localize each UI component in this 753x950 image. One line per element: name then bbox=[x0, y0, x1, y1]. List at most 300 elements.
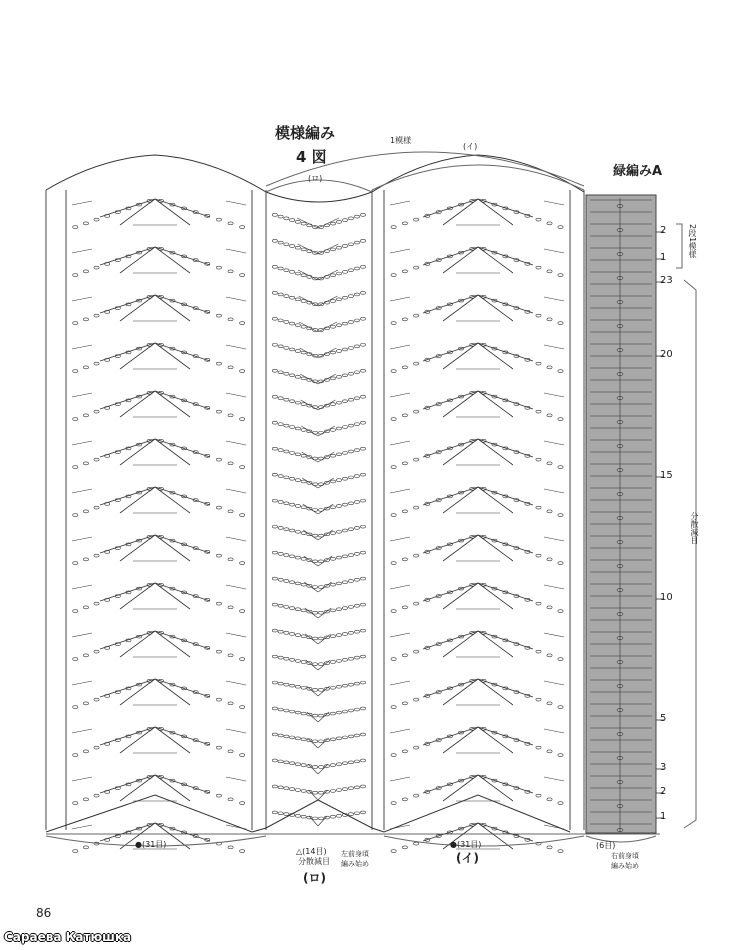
chain-stitch bbox=[336, 324, 341, 327]
chain-stitch bbox=[290, 736, 295, 739]
chain-stitch bbox=[301, 403, 306, 406]
stitch-line bbox=[423, 487, 478, 505]
chain-stitch bbox=[278, 734, 283, 737]
chain-stitch bbox=[330, 222, 335, 225]
chain-stitch bbox=[348, 580, 353, 583]
chain-stitch bbox=[228, 606, 233, 609]
chain-stitch bbox=[301, 661, 306, 664]
chain-stitch bbox=[348, 243, 353, 246]
chain-stitch bbox=[342, 555, 347, 558]
chain-stitch bbox=[94, 362, 99, 365]
chain-stitch bbox=[391, 466, 396, 469]
stitch-line bbox=[307, 738, 318, 748]
chain-stitch bbox=[278, 345, 283, 348]
stitch-line bbox=[478, 247, 533, 265]
chain-stitch bbox=[73, 322, 78, 325]
chain-stitch bbox=[295, 659, 300, 662]
chain-stitch bbox=[295, 453, 300, 456]
chain-stitch bbox=[330, 377, 335, 380]
chain-stitch bbox=[402, 510, 407, 513]
stitch-line bbox=[226, 345, 246, 349]
chain-stitch bbox=[94, 554, 99, 557]
stitch-line bbox=[478, 247, 513, 273]
chain-stitch bbox=[73, 370, 78, 373]
chain-stitch bbox=[216, 362, 221, 365]
chain-stitch bbox=[391, 274, 396, 277]
chain-stitch bbox=[301, 609, 306, 612]
stitch-line bbox=[299, 322, 318, 332]
chain-stitch bbox=[290, 607, 295, 610]
stitch-line bbox=[226, 489, 246, 493]
chain-stitch bbox=[414, 362, 419, 365]
stitch-line bbox=[155, 487, 190, 513]
chain-stitch bbox=[342, 270, 347, 273]
chain-stitch bbox=[414, 698, 419, 701]
chain-stitch bbox=[278, 501, 283, 504]
chain-stitch bbox=[330, 300, 335, 303]
stitch-line bbox=[544, 201, 564, 205]
chain-stitch bbox=[336, 375, 341, 378]
chain-stitch bbox=[301, 351, 306, 354]
chain-stitch bbox=[290, 296, 295, 299]
chain-stitch bbox=[83, 702, 88, 705]
chain-stitch bbox=[83, 366, 88, 369]
chain-stitch bbox=[536, 698, 541, 701]
stitch-line bbox=[478, 727, 513, 753]
chain-stitch bbox=[342, 477, 347, 480]
chain-stitch bbox=[228, 270, 233, 273]
chain-stitch bbox=[83, 462, 88, 465]
chain-stitch bbox=[348, 321, 353, 324]
chain-stitch bbox=[348, 787, 353, 790]
chain-stitch bbox=[360, 265, 365, 268]
chain-stitch bbox=[402, 846, 407, 849]
stitch-line bbox=[301, 400, 318, 410]
chain-stitch bbox=[73, 850, 78, 853]
stitch-line bbox=[318, 504, 333, 514]
chain-stitch bbox=[284, 321, 289, 324]
chain-stitch bbox=[216, 458, 221, 461]
chain-stitch bbox=[336, 479, 341, 482]
chain-stitch bbox=[240, 706, 245, 709]
chain-stitch bbox=[558, 562, 563, 565]
chain-stitch bbox=[318, 637, 323, 640]
chain-stitch bbox=[240, 514, 245, 517]
chain-stitch bbox=[402, 798, 407, 801]
chain-stitch bbox=[336, 530, 341, 533]
chain-stitch bbox=[324, 816, 329, 819]
stitch-line bbox=[303, 504, 318, 514]
stitch-line bbox=[544, 585, 564, 589]
chain-stitch bbox=[348, 502, 353, 505]
stitch-line bbox=[390, 489, 410, 493]
chain-stitch bbox=[228, 654, 233, 657]
chain-stitch bbox=[295, 479, 300, 482]
chain-stitch bbox=[228, 558, 233, 561]
chain-stitch bbox=[336, 401, 341, 404]
chain-stitch bbox=[324, 456, 329, 459]
chain-stitch bbox=[272, 421, 277, 424]
chain-stitch bbox=[354, 319, 359, 322]
chain-stitch bbox=[313, 688, 318, 691]
chain-stitch bbox=[547, 606, 552, 609]
stitch-line bbox=[120, 679, 155, 705]
stitch-line bbox=[100, 631, 155, 649]
stitch-line bbox=[318, 296, 337, 306]
chain-stitch bbox=[402, 414, 407, 417]
stitch-line bbox=[318, 374, 336, 384]
chain-stitch bbox=[336, 272, 341, 275]
chain-stitch bbox=[284, 450, 289, 453]
chain-stitch bbox=[330, 506, 335, 509]
chain-stitch bbox=[536, 506, 541, 509]
chain-stitch bbox=[301, 454, 306, 457]
chain-stitch bbox=[301, 429, 306, 432]
stitch-line bbox=[100, 583, 155, 601]
chain-stitch bbox=[284, 813, 289, 816]
stitch-line bbox=[155, 535, 210, 553]
stitch-line bbox=[155, 439, 190, 465]
chain-stitch bbox=[536, 794, 541, 797]
stitch-line bbox=[72, 489, 92, 493]
chain-stitch bbox=[354, 423, 359, 426]
stitch-line bbox=[155, 679, 210, 697]
chain-stitch bbox=[313, 431, 318, 434]
chain-stitch bbox=[354, 293, 359, 296]
chain-stitch bbox=[278, 786, 283, 789]
stitch-line bbox=[226, 441, 246, 445]
chain-stitch bbox=[391, 370, 396, 373]
chain-stitch bbox=[228, 798, 233, 801]
chain-stitch bbox=[348, 813, 353, 816]
chain-stitch bbox=[360, 499, 365, 502]
chain-stitch bbox=[354, 656, 359, 659]
chain-stitch bbox=[290, 270, 295, 273]
stitch-line bbox=[72, 729, 92, 733]
chain-stitch bbox=[354, 734, 359, 737]
stitch-line bbox=[478, 343, 513, 369]
chain-stitch bbox=[278, 682, 283, 685]
chain-stitch bbox=[73, 562, 78, 565]
chain-stitch bbox=[324, 275, 329, 278]
chain-stitch bbox=[301, 506, 306, 509]
chain-stitch bbox=[402, 222, 407, 225]
chain-stitch bbox=[402, 462, 407, 465]
chain-stitch bbox=[83, 606, 88, 609]
chain-stitch bbox=[414, 746, 419, 749]
chain-stitch bbox=[290, 426, 295, 429]
chain-stitch bbox=[83, 750, 88, 753]
count-right: ●(31目) bbox=[450, 840, 482, 849]
stitch-line bbox=[155, 295, 210, 313]
chain-stitch bbox=[336, 298, 341, 301]
bracket-decrease bbox=[684, 280, 699, 828]
stitch-line bbox=[423, 439, 478, 457]
chain-stitch bbox=[301, 815, 306, 818]
right-front-note-2: 編み始め bbox=[611, 862, 639, 870]
chain-stitch bbox=[342, 503, 347, 506]
stitch-line bbox=[72, 441, 92, 445]
chain-stitch bbox=[295, 789, 300, 792]
chain-stitch bbox=[414, 650, 419, 653]
chain-stitch bbox=[330, 403, 335, 406]
stitch-line bbox=[155, 391, 210, 409]
chain-stitch bbox=[94, 698, 99, 701]
stitch-line bbox=[120, 199, 155, 225]
stitch-line bbox=[423, 679, 478, 697]
chain-stitch bbox=[94, 218, 99, 221]
chain-stitch bbox=[272, 473, 277, 476]
chain-stitch bbox=[216, 410, 221, 413]
stitch-line bbox=[318, 738, 329, 748]
chain-stitch bbox=[318, 457, 323, 460]
stitch-line bbox=[306, 660, 318, 670]
stitch-line bbox=[100, 199, 155, 217]
chain-stitch bbox=[73, 802, 78, 805]
chain-stitch bbox=[330, 790, 335, 793]
chain-stitch bbox=[284, 554, 289, 557]
chain-stitch bbox=[290, 710, 295, 713]
chain-stitch bbox=[330, 609, 335, 612]
stitch-line bbox=[478, 583, 533, 601]
chain-stitch bbox=[278, 215, 283, 218]
stitch-line bbox=[226, 201, 246, 205]
chain-stitch bbox=[313, 791, 318, 794]
chain-stitch bbox=[330, 454, 335, 457]
side-bracket-label: 2段1模様 bbox=[688, 224, 697, 259]
chain-stitch bbox=[272, 759, 277, 762]
chain-stitch bbox=[342, 400, 347, 403]
chain-stitch bbox=[324, 481, 329, 484]
chain-stitch bbox=[240, 370, 245, 373]
stitch-line bbox=[478, 679, 513, 705]
chain-stitch bbox=[360, 785, 365, 788]
chain-stitch bbox=[94, 458, 99, 461]
chain-stitch bbox=[313, 714, 318, 717]
chain-stitch bbox=[536, 362, 541, 365]
chain-stitch bbox=[414, 458, 419, 461]
chain-stitch bbox=[360, 343, 365, 346]
chain-stitch bbox=[240, 610, 245, 613]
stitch-line bbox=[544, 345, 564, 349]
chain-stitch bbox=[284, 424, 289, 427]
chain-stitch bbox=[216, 650, 221, 653]
chain-stitch bbox=[278, 423, 283, 426]
stitch-line bbox=[72, 297, 92, 301]
chain-stitch bbox=[360, 525, 365, 528]
chain-stitch bbox=[391, 610, 396, 613]
chain-stitch bbox=[348, 657, 353, 660]
chain-stitch bbox=[272, 447, 277, 450]
chain-stitch bbox=[240, 274, 245, 277]
row-number: 10 bbox=[660, 592, 673, 603]
chain-stitch bbox=[342, 581, 347, 584]
stitch-line bbox=[226, 297, 246, 301]
stitch-line bbox=[155, 343, 190, 369]
stitch-line bbox=[120, 583, 155, 609]
chain-stitch bbox=[290, 322, 295, 325]
chain-stitch bbox=[278, 630, 283, 633]
stitch-line bbox=[100, 391, 155, 409]
chain-stitch bbox=[536, 266, 541, 269]
chain-stitch bbox=[313, 637, 318, 640]
row-number: 2 bbox=[660, 225, 667, 236]
stitch-line bbox=[155, 823, 210, 841]
chain-stitch bbox=[330, 325, 335, 328]
chain-stitch bbox=[391, 226, 396, 229]
chain-stitch bbox=[94, 266, 99, 269]
chain-stitch bbox=[342, 762, 347, 765]
chain-stitch bbox=[216, 698, 221, 701]
stitch-line bbox=[318, 556, 332, 566]
chain-stitch bbox=[301, 325, 306, 328]
stitch-line bbox=[155, 199, 210, 217]
stitch-line bbox=[478, 631, 513, 657]
chain-stitch bbox=[391, 322, 396, 325]
chain-stitch bbox=[295, 530, 300, 533]
stitch-line bbox=[478, 199, 513, 225]
chain-stitch bbox=[360, 473, 365, 476]
chain-stitch bbox=[547, 414, 552, 417]
chain-stitch bbox=[342, 633, 347, 636]
stitch-line bbox=[155, 247, 210, 265]
chain-stitch bbox=[336, 556, 341, 559]
left-front-note-1: 左前身頃 bbox=[341, 850, 369, 858]
stitch-line bbox=[443, 439, 478, 465]
chain-stitch bbox=[354, 708, 359, 711]
chain-stitch bbox=[318, 663, 323, 666]
chain-stitch bbox=[360, 655, 365, 658]
chain-stitch bbox=[342, 348, 347, 351]
chain-stitch bbox=[414, 794, 419, 797]
stitch-line bbox=[318, 322, 337, 332]
chain-stitch bbox=[336, 582, 341, 585]
stitch-line bbox=[318, 530, 333, 540]
chain-stitch bbox=[360, 759, 365, 762]
stitch-line bbox=[318, 348, 336, 358]
label-ro: (ロ) bbox=[303, 871, 326, 885]
chain-stitch bbox=[295, 375, 300, 378]
chain-stitch bbox=[330, 661, 335, 664]
stitch-line bbox=[304, 582, 318, 592]
chain-stitch bbox=[278, 708, 283, 711]
chain-stitch bbox=[547, 654, 552, 657]
chain-stitch bbox=[307, 224, 312, 227]
chain-stitch bbox=[336, 505, 341, 508]
chain-stitch bbox=[240, 418, 245, 421]
left-front-note-2: 編み始め bbox=[341, 860, 369, 868]
edging-label: 緑編みA bbox=[613, 164, 663, 179]
chain-stitch bbox=[536, 746, 541, 749]
chain-stitch bbox=[348, 372, 353, 375]
chain-stitch bbox=[301, 377, 306, 380]
chain-stitch bbox=[301, 222, 306, 225]
chain-stitch bbox=[536, 554, 541, 557]
stitch-line bbox=[318, 660, 330, 670]
chain-stitch bbox=[216, 794, 221, 797]
chain-stitch bbox=[83, 270, 88, 273]
chain-stitch bbox=[73, 610, 78, 613]
stitch-line bbox=[155, 583, 210, 601]
chain-stitch bbox=[290, 503, 295, 506]
stitch-line bbox=[443, 391, 478, 417]
chain-stitch bbox=[391, 514, 396, 517]
stitch-line bbox=[544, 633, 564, 637]
stitch-pattern bbox=[46, 155, 663, 853]
watermark: Сараева Катюшка bbox=[4, 930, 132, 944]
stitch-line bbox=[478, 391, 533, 409]
chain-stitch bbox=[360, 681, 365, 684]
stitch-line bbox=[72, 537, 92, 541]
stitch-line bbox=[423, 343, 478, 361]
stitch-line bbox=[226, 777, 246, 781]
stitch-line bbox=[423, 391, 478, 409]
stitch-line bbox=[478, 439, 533, 457]
count-center: △(14目) bbox=[296, 847, 327, 856]
stitch-line bbox=[100, 487, 155, 505]
stitch-line bbox=[155, 631, 210, 649]
chain-stitch bbox=[94, 506, 99, 509]
stitch-line bbox=[443, 343, 478, 369]
stitch-line bbox=[100, 247, 155, 265]
chain-stitch bbox=[354, 552, 359, 555]
chain-stitch bbox=[558, 754, 563, 757]
stitch-line bbox=[155, 679, 190, 705]
chain-stitch bbox=[228, 414, 233, 417]
stitch-line bbox=[478, 535, 533, 553]
stitch-line bbox=[100, 439, 155, 457]
chain-stitch bbox=[295, 401, 300, 404]
stitch-line bbox=[544, 489, 564, 493]
chain-stitch bbox=[278, 267, 283, 270]
bracket-label-i: (イ) bbox=[463, 142, 478, 151]
stitch-line bbox=[544, 249, 564, 253]
chain-stitch bbox=[295, 324, 300, 327]
chain-stitch bbox=[272, 603, 277, 606]
chain-stitch bbox=[284, 398, 289, 401]
stitch-line bbox=[478, 823, 533, 841]
chain-stitch bbox=[295, 608, 300, 611]
chain-stitch bbox=[295, 505, 300, 508]
chain-stitch bbox=[360, 603, 365, 606]
chain-stitch bbox=[414, 842, 419, 845]
chain-stitch bbox=[318, 714, 323, 717]
chain-stitch bbox=[414, 506, 419, 509]
row-number: 1 bbox=[660, 811, 667, 822]
row-number: 3 bbox=[660, 762, 667, 773]
chain-stitch bbox=[301, 274, 306, 277]
stitch-line bbox=[478, 679, 533, 697]
stitch-line bbox=[544, 441, 564, 445]
stitch-line bbox=[390, 297, 410, 301]
chain-stitch bbox=[284, 269, 289, 272]
stitch-line bbox=[443, 583, 478, 609]
chain-stitch bbox=[360, 707, 365, 710]
chain-stitch bbox=[402, 270, 407, 273]
chain-stitch bbox=[360, 811, 365, 814]
chain-stitch bbox=[330, 815, 335, 818]
stitch-line bbox=[443, 631, 478, 657]
chain-stitch bbox=[324, 250, 329, 253]
center-note: 分散減目 bbox=[298, 857, 330, 866]
stitch-line bbox=[155, 775, 210, 793]
chain-stitch bbox=[290, 374, 295, 377]
chain-stitch bbox=[313, 329, 318, 332]
chain-stitch bbox=[342, 710, 347, 713]
chain-stitch bbox=[330, 738, 335, 741]
chain-stitch bbox=[558, 706, 563, 709]
stitch-line bbox=[390, 345, 410, 349]
